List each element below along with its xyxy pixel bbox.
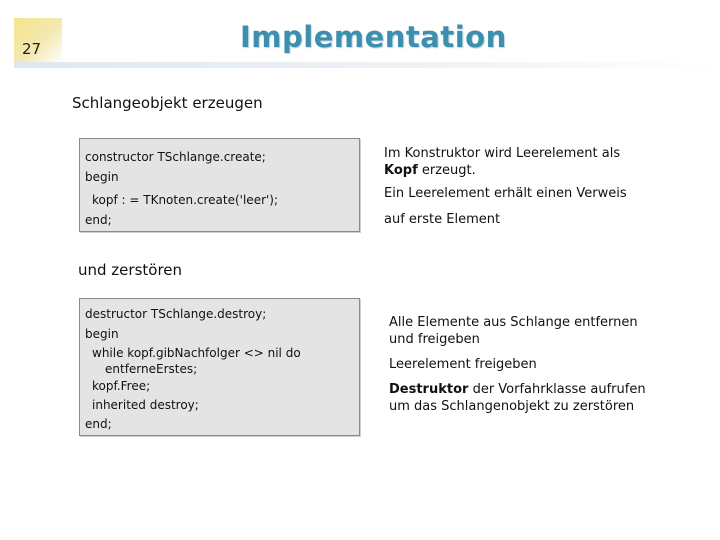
code-text: kopf.gibNachfolger <> nil: [123, 346, 286, 360]
code-line: kopf : = TKnoten.create('leer');: [92, 193, 279, 207]
code-keyword: destructor: [85, 307, 148, 321]
code-line: begin: [85, 170, 119, 184]
note-text: um das Schlangenobjekt zu zerstören: [389, 399, 635, 414]
code-line: entferneErstes;: [105, 362, 198, 376]
note-text: Alle Elemente aus Schlange entfernen: [389, 315, 638, 330]
note-remove-elements: [389, 314, 638, 348]
code-text: TSchlange.destroy;: [147, 307, 267, 321]
note-text: Im Konstruktor wird: [384, 146, 516, 161]
slide-title: Implementation: [240, 20, 507, 54]
note-constructor: [384, 145, 644, 179]
note-text: Leerelement: [515, 146, 598, 161]
code-keyword: while: [92, 346, 124, 360]
destructor-code-box: [79, 298, 360, 436]
constructor-code-box: [79, 138, 360, 232]
code-keyword: do: [285, 346, 301, 360]
code-line: [92, 346, 301, 360]
note-free-empty: Leerelement freigeben: [389, 357, 537, 372]
note-text: erzeugt.: [417, 163, 476, 178]
code-line: [85, 307, 266, 321]
section-heading-destroy: und zerstören: [78, 261, 183, 279]
code-line: [85, 150, 266, 164]
code-line: kopf.Free;: [92, 379, 151, 393]
section-heading-create: Schlangeobjekt erzeugen: [72, 94, 263, 112]
code-line: inherited destroy;: [92, 398, 199, 412]
code-line: end;: [85, 417, 112, 431]
note-text: als: [597, 146, 621, 161]
note-text: der Vorfahrklasse aufrufen: [468, 382, 646, 397]
note-first-element: auf erste Element: [384, 212, 501, 227]
slide-number: 27: [22, 40, 42, 58]
note-text: Kopf: [384, 163, 418, 178]
note-reference: Ein Leerelement erhält einen Verweis: [384, 186, 627, 201]
note-text: Destruktor: [389, 382, 469, 397]
code-text: TSchlange.create;: [153, 150, 266, 164]
note-destructor: [389, 381, 646, 415]
note-text: und freigeben: [389, 332, 480, 347]
header-bar: [14, 62, 720, 68]
code-line: end;: [85, 213, 112, 227]
code-line: begin: [85, 327, 119, 341]
code-keyword: constructor: [85, 150, 154, 164]
